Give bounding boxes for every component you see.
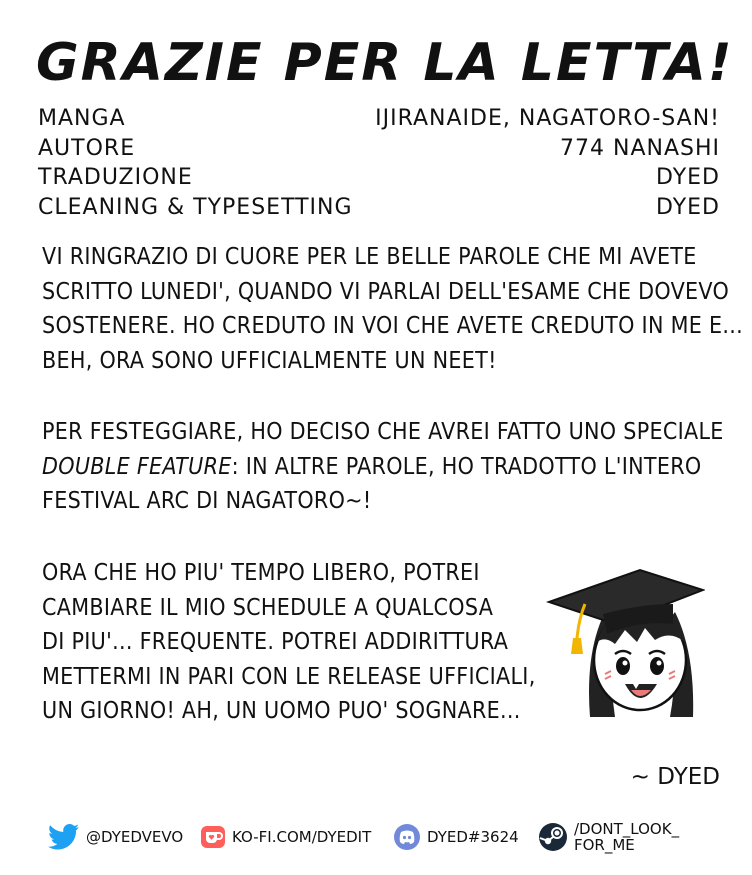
message-paragraph-3	[42, 556, 536, 729]
kofi-handle: KO-FI.COM/DYEDIT	[232, 828, 372, 846]
credit-row-autore	[38, 134, 720, 164]
discord-handle: DYED#3624	[427, 828, 519, 846]
social-footer	[48, 815, 728, 859]
message-text: : IN ALTRE PAROLE, HO TRADOTTO L'INTERO	[231, 453, 702, 480]
page-title: GRAZIE PER LA LETTA!	[36, 33, 734, 93]
credits-table	[38, 104, 720, 222]
discord-icon	[393, 823, 421, 851]
message-line: BEH, ORA SONO UFFICIALMENTE UN NEET!	[42, 347, 497, 374]
steam-handle-line: FOR_ME	[574, 836, 635, 854]
kofi-link[interactable]	[200, 815, 371, 859]
credit-value: 774 NANASHI	[560, 135, 720, 161]
steam-link[interactable]	[538, 815, 679, 859]
kofi-cup-icon	[200, 824, 226, 850]
credit-row-traduzione	[38, 163, 720, 193]
message-line: UN GIORNO! AH, UN UOMO PUO' SOGNARE...	[42, 698, 521, 724]
message-line	[42, 450, 724, 485]
message-paragraph-1	[42, 240, 743, 378]
message-line: ORA CHE HO PIU' TEMPO LIBERO, POTREI	[42, 560, 480, 586]
credit-label: MANGA	[38, 106, 126, 131]
message-line: PER FESTEGGIARE, HO DECISO CHE AVREI FATTO UNO SPECIALE	[42, 419, 724, 445]
message-line: VI RINGRAZIO DI CUORE PER LE BELLE PAROLE CHE MI AVETE	[42, 244, 697, 270]
graduate-mascot-illustration	[545, 542, 705, 722]
twitter-handle: @DYEDVEVO	[86, 828, 184, 846]
credit-row-manga	[38, 104, 720, 134]
credit-row-cleaning	[38, 193, 720, 223]
message-line: METTERMI IN PARI CON LE RELEASE UFFICIALI,	[42, 663, 536, 690]
credit-label: TRADUZIONE	[38, 165, 193, 190]
message-paragraph-2	[42, 415, 724, 519]
credit-value: DYED	[655, 165, 720, 190]
signature: ~ DYED	[630, 764, 720, 790]
message-line: SOSTENERE. HO CREDUTO IN VOI CHE AVETE CREDUTO IN ME E...	[42, 313, 743, 339]
message-line: DI PIU'... FREQUENTE. POTREI ADDIRITTURA	[42, 629, 509, 655]
steam-handle-line: /DONT_LOOK_	[574, 820, 680, 838]
message-line: SCRITTO LUNEDI', QUANDO VI PARLAI DELL'ESAME CHE DOVEVO	[42, 278, 730, 305]
credit-label: CLEANING & TYPESETTING	[38, 194, 353, 220]
emphasis-text: DOUBLE FEATURE	[42, 453, 232, 480]
message-line: CAMBIARE IL MIO SCHEDULE A QUALCOSA	[42, 594, 494, 621]
steam-icon	[538, 822, 568, 852]
message-line: FESTIVAL ARC DI NAGATORO~!	[42, 488, 372, 514]
credit-value: IJIRANAIDE, NAGATORO-SAN!	[375, 106, 720, 131]
twitter-link[interactable]	[48, 815, 183, 859]
twitter-bird-icon	[48, 823, 80, 851]
credit-value: DYED	[655, 194, 720, 220]
credit-label: AUTORE	[38, 135, 136, 161]
discord-link[interactable]	[393, 815, 519, 859]
steam-handle	[574, 821, 679, 853]
